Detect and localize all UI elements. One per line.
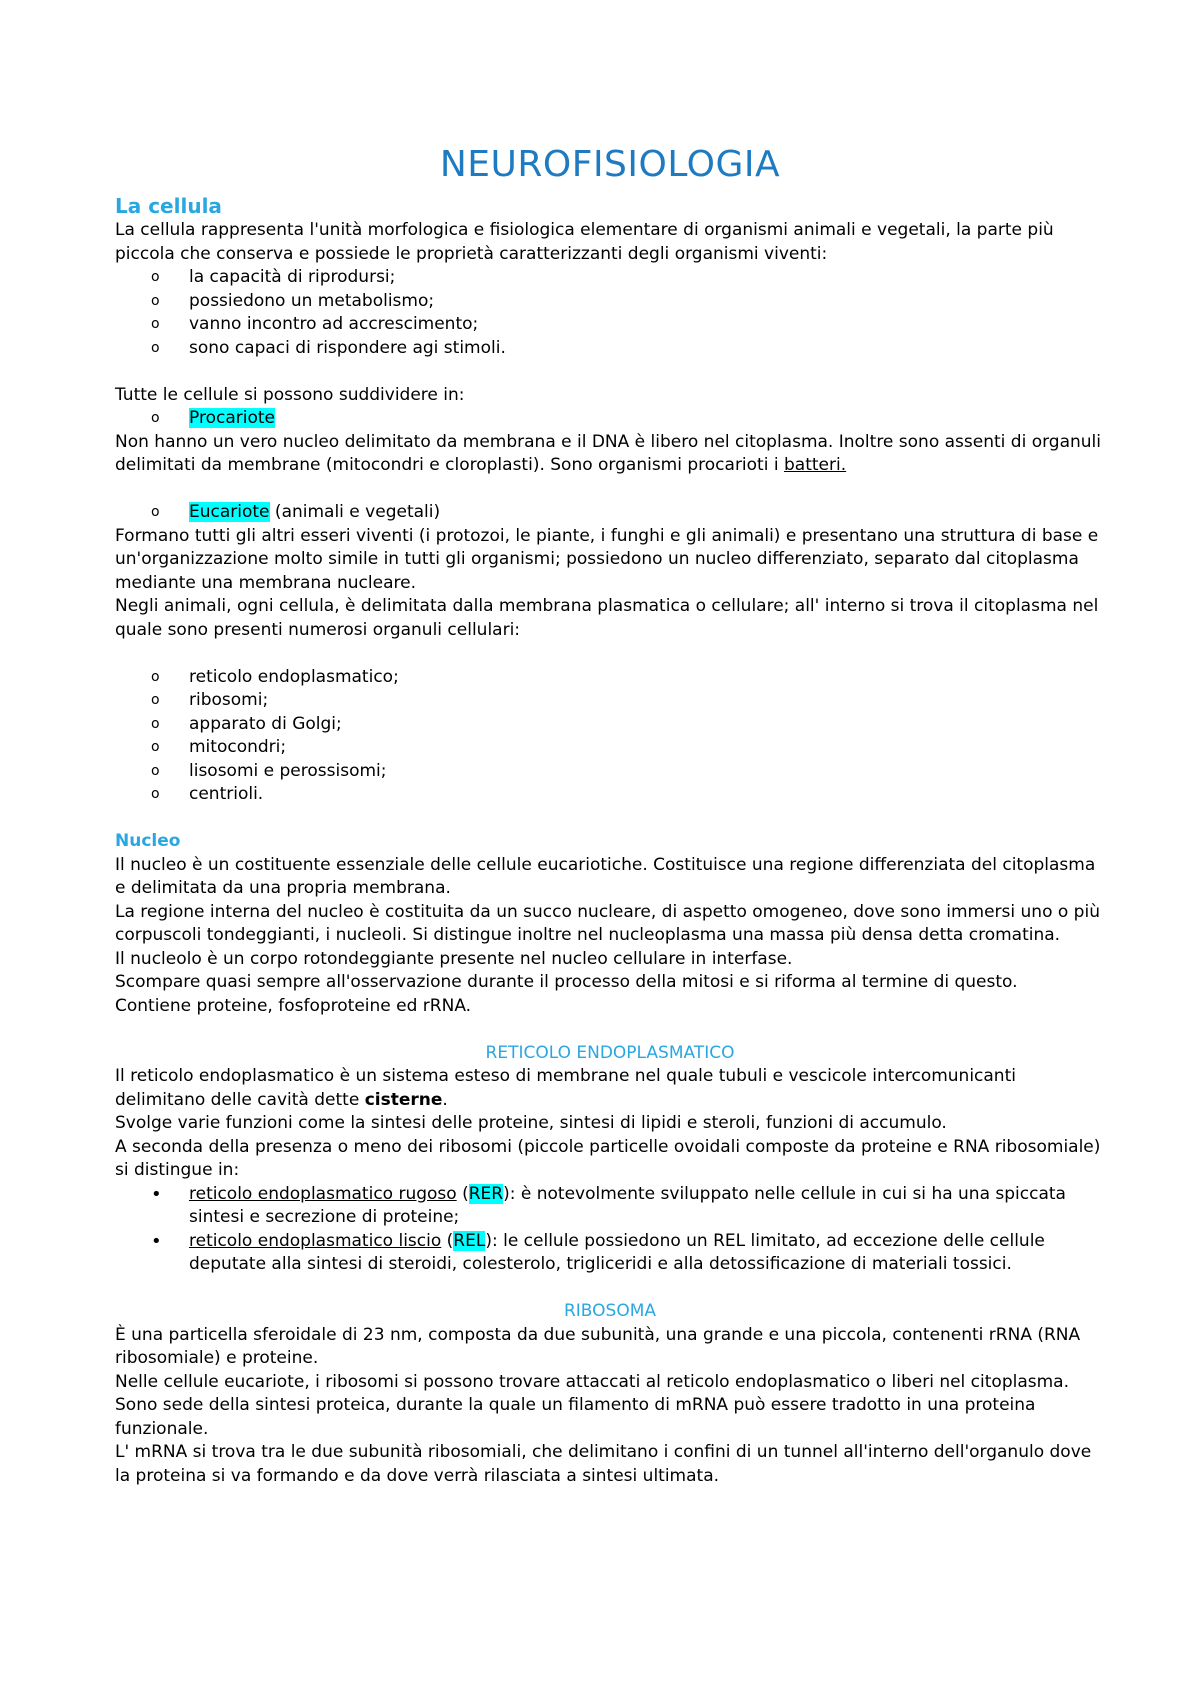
document-title: NEUROFISIOLOGIA [439, 144, 781, 185]
list-marker: o [151, 762, 160, 779]
ribosoma-paragraph: Nelle cellule eucariote, i ribosomi si possono trovare attaccati al reticolo endoplasmatico o liberi nel citoplasma. [115, 1371, 1069, 1392]
procariote-label: Procariote [189, 408, 275, 428]
rel-abbr: REL [453, 1230, 486, 1251]
list-marker: o [151, 668, 160, 685]
reticolo-paragraph: Il reticolo endoplasmatico è un sistema esteso di membrane nel quale tubuli e vescicole intercomunicanti delimitano delle cavità dette cisterne. [115, 1066, 1016, 1110]
list-item: o vanno incontro ad accrescimento; [115, 313, 1105, 337]
nucleo-paragraph: La regione interna del nucleo è costituita da un succo nucleare, di aspetto omogeneo, dove sono immersi uno o più corpuscoli tondeggianti, i nucleoli. Si distingue inoltre nel nucleoplasma una massa più densa detta cromatina. [115, 901, 1100, 945]
eucariote-description: Formano tutti gli altri esseri viventi (i protozoi, le piante, i funghi e gli animali) e presentano una struttura di base e un'organizzazione molto simile in tutti gli organismi; possiedono un nucleo differenziato, separato dal citoplasma mediante una membrana nucleare. [115, 525, 1099, 593]
list-marker: o [151, 504, 160, 520]
reticolo-types-list [115, 1183, 1105, 1277]
nucleo-paragraph: Contiene proteine, fosfoproteine ed rRNA. [115, 995, 472, 1016]
rer-name: reticolo endoplasmatico rugoso [189, 1183, 457, 1204]
eucariote-label: Eucariote [189, 502, 270, 522]
section-heading-reticolo: RETICOLO ENDOPLASMATICO [485, 1042, 735, 1063]
list-item-rel: • reticolo endoplasmatico liscio (REL): le cellule possiedono un REL limitato, ad eccezione delle cellule deputate alla sintesi di steroidi, colesterolo, trigliceridi e alla detossificazione di materiali tossici. [151, 1230, 1045, 1274]
division-intro: Tutte le cellule si possono suddividere in: [115, 384, 465, 405]
list-item: o lisosomi e perossisomi; [115, 760, 1105, 784]
section-heading-ribosoma: RIBOSOMA [563, 1301, 657, 1321]
reticolo-paragraph: Svolge varie funzioni come la sintesi delle proteine, sintesi di lipidi e steroli, funzioni di accumulo. [115, 1113, 947, 1133]
list-item: o apparato di Golgi; [115, 713, 1105, 737]
list-item-rer: • reticolo endoplasmatico rugoso (RER): è notevolmente sviluppato nelle cellule in cui si ha una spiccata sintesi e secrezione di proteine; [151, 1183, 1066, 1227]
document-content [115, 143, 1105, 1488]
list-marker: o [151, 786, 160, 802]
list-marker: o [151, 410, 160, 426]
cellula-properties-list [115, 266, 1105, 360]
nucleo-paragraph: Il nucleo è un costituente essenziale delle cellule eucariotiche. Costituisce una regione differenziata del citoplasma e delimitata da una propria membrana. [115, 854, 1096, 898]
nucleo-paragraph: Scompare quasi sempre all'osservazione durante il processo della mitosi e si riforma al termine di questo. [115, 972, 1018, 992]
list-item: o Eucariote (animali e vegetali) [115, 501, 1105, 525]
list-item: o possiedono un metabolismo; [115, 290, 1105, 314]
reticolo-paragraph: A seconda della presenza o meno dei ribosomi (piccole particelle ovoidali composte da proteine e RNA ribosomiale) si distingue in: [115, 1136, 1101, 1180]
ribosoma-paragraph: È una particella sferoidale di 23 nm, composta da due subunità, una grande e una piccola, contenenti rRNA (RNA ribosomiale) e proteine. [115, 1324, 1081, 1368]
cellula-intro: La cellula rappresenta l'unità morfologica e fisiologica elementare di organismi animali e vegetali, la parte più piccola che conserva e possiede le proprietà caratterizzanti degli organismi viventi: [115, 220, 1054, 264]
rer-abbr: RER [468, 1183, 504, 1204]
ribosoma-paragraph: Sono sede della sintesi proteica, durante la quale un filamento di mRNA può essere tradotto in una proteina funzionale. [115, 1395, 1036, 1439]
list-item: o reticolo endoplasmatico; [115, 666, 1105, 690]
list-marker: o [151, 715, 160, 732]
batteri-link[interactable]: batteri. [783, 455, 847, 475]
list-marker: o [151, 316, 160, 332]
section-heading-cellula: La cellula [115, 194, 222, 218]
procariote-description: Non hanno un vero nucleo delimitato da membrana e il DNA è libero nel citoplasma. Inoltre sono assenti di organuli delimitati da membrane (mitocondri e cloroplasti). Sono organismi procarioti i batteri. [115, 431, 1101, 475]
list-item [115, 407, 1105, 431]
eucariote-description-2: Negli animali, ogni cellula, è delimitata dalla membrana plasmatica o cellulare; all' interno si trova il citoplasma nel quale sono presenti numerosi organuli cellulari: [115, 596, 1099, 640]
list-marker: o [151, 292, 160, 309]
list-item: o sono capaci di rispondere agi stimoli. [115, 337, 1105, 361]
list-item: o la capacità di riprodursi; [115, 266, 1105, 290]
list-item: o mitocondri; [115, 736, 1105, 760]
nucleo-paragraph: Il nucleolo è un corpo rotondeggiante presente nel nucleo cellulare in interfase. [115, 948, 793, 969]
organelles-list [115, 666, 1105, 807]
eucariote-list [115, 501, 1105, 525]
procariote-list [115, 407, 1105, 431]
list-marker: o [151, 269, 160, 285]
cisterne-term: cisterne [364, 1089, 443, 1110]
list-item: o ribosomi; [115, 689, 1105, 713]
bullet-marker: • [151, 1183, 162, 1205]
list-item: o centrioli. [115, 783, 1105, 807]
list-marker: o [151, 692, 160, 708]
section-heading-nucleo: Nucleo [115, 831, 181, 851]
bullet-marker: • [151, 1230, 162, 1252]
ribosoma-paragraph: L' mRNA si trova tra le due subunità ribosomiali, che delimitano i confini di un tunnel all'interno dell'organulo dove la proteina si va formando e da dove verrà rilasciata a sintesi ultimata. [115, 1442, 1092, 1486]
list-marker: o [151, 339, 160, 356]
list-marker: o [151, 739, 160, 755]
rel-name: reticolo endoplasmatico liscio [189, 1230, 442, 1251]
